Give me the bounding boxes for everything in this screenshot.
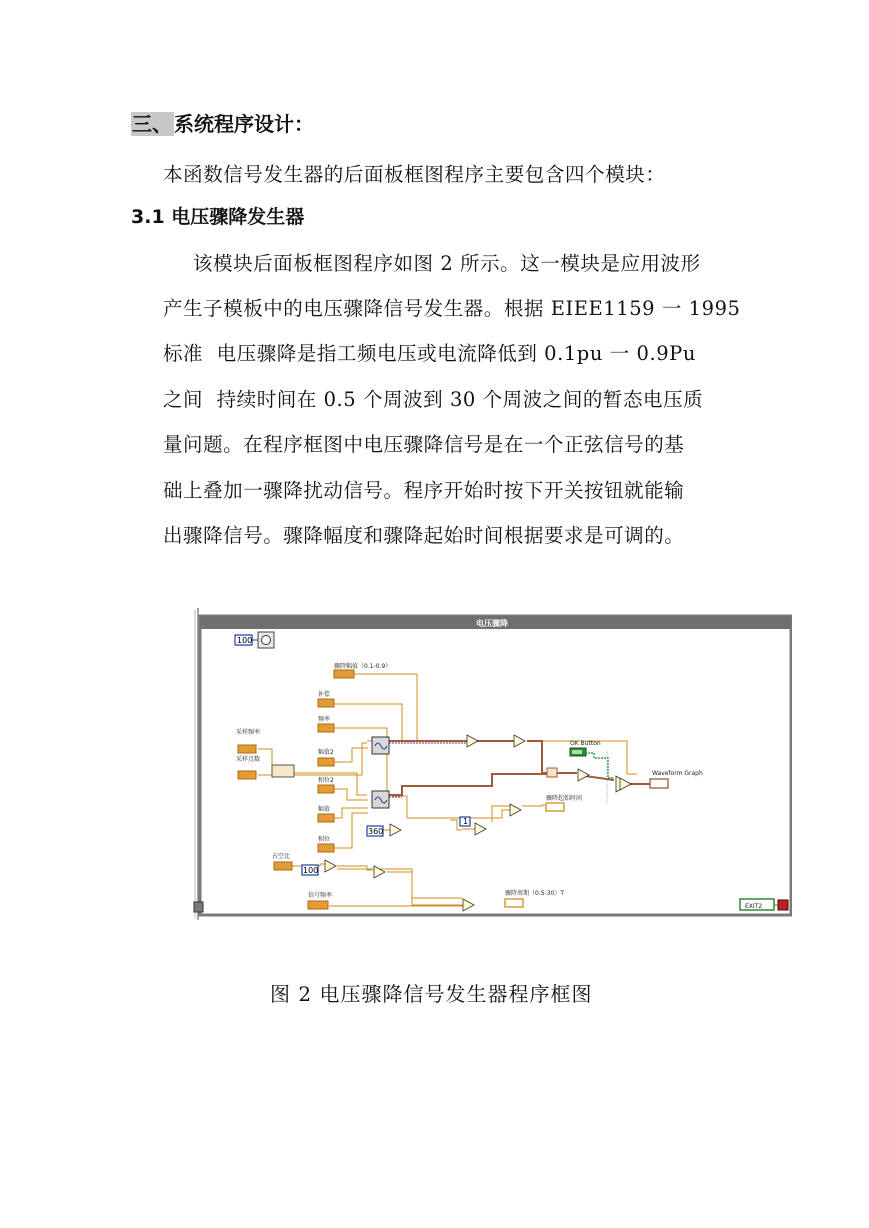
subsection-heading — [131, 200, 304, 234]
svg-text:Waveform Graph: Waveform Graph — [652, 770, 703, 777]
wait-const: 100 — [237, 636, 253, 645]
svg-text:OK Button: OK Button — [570, 740, 601, 747]
body-line-3: 标准 电压骤降是指工频电压或电流降低到 0.1pu 一 0.9Pu — [163, 342, 696, 365]
svg-text:骤降周期（0.5-30）T: 骤降周期（0.5-30）T — [505, 890, 565, 897]
svg-text:幅值2: 幅值2 — [318, 749, 334, 756]
svg-text:骤降起始时间: 骤降起始时间 — [546, 795, 583, 802]
body-line-7: 出骤降信号。骤降幅度和骤降起始时间根据要求是可调的。 — [163, 524, 685, 547]
subsection-number: 3.1 — [131, 206, 165, 228]
label-sag-amplitude: 骤降幅值（0.1-0.9） — [334, 663, 392, 670]
const-100: 100 — [303, 866, 319, 875]
svg-text:占空比: 占空比 — [272, 853, 291, 860]
body-line-2: 产生子模板中的电压骤降信号发生器。根据 EIEE1159 一 1995 — [163, 297, 741, 320]
section-number: 三、 — [132, 112, 172, 136]
figure-caption: 图 2 电压骤降信号发生器程序框图 — [270, 982, 593, 1006]
svg-text:频率: 频率 — [318, 716, 331, 723]
body-line-6: 础上叠加一骤降扰动信号。程序开始时按下开关按钮就能输 — [163, 479, 685, 502]
body-line-5: 量问题。在程序框图中电压骤降信号是在一个正弦信号的基 — [163, 433, 685, 456]
stop-terminal — [778, 900, 788, 910]
select-node — [547, 768, 557, 777]
intro-paragraph: 本函数信号发生器的后面板框图程序主要包含四个模块： — [163, 163, 666, 186]
const-1: 1 — [463, 817, 469, 826]
phase2-control — [318, 776, 334, 793]
structure-title: 电压骤降 — [476, 619, 508, 628]
body-line-1: 该模块后面板框图程序如图 2 所示。这一模块是应用波形 — [193, 252, 701, 275]
section-title: 系统程序设计： — [174, 112, 314, 136]
body-line-4: 之间 持续时间在 0.5 个周波到 30 个周波之间的暂态电压质 — [163, 388, 704, 411]
svg-text:信号频率: 信号频率 — [308, 892, 333, 899]
svg-text:采样频率: 采样频率 — [236, 729, 261, 736]
section-heading — [131, 107, 314, 141]
subsection-title: 电压骤降发生器 — [171, 206, 305, 228]
svg-text:采样点数: 采样点数 — [236, 756, 261, 763]
block-diagram-figure — [192, 608, 792, 920]
const-360: 360 — [368, 827, 384, 836]
bundle-node — [272, 765, 294, 777]
svg-text:相位2: 相位2 — [318, 777, 334, 784]
iteration-terminal — [194, 902, 203, 912]
svg-text:补偿: 补偿 — [318, 691, 331, 698]
svg-text:相位: 相位 — [318, 836, 331, 843]
exit-label: EXIT2 — [745, 903, 763, 910]
svg-text:幅值: 幅值 — [318, 806, 331, 813]
